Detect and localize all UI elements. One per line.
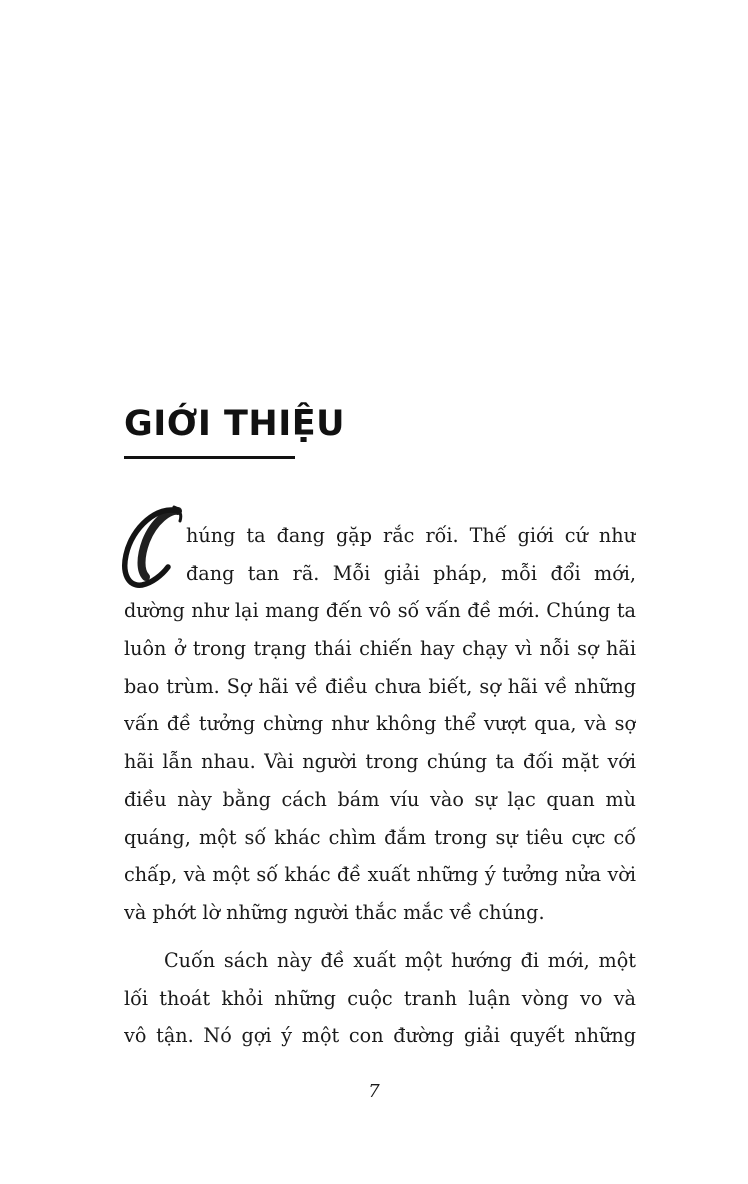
paragraph-line: điều này bằng cách bám víu vào sự lạc quan mù <box>124 787 636 811</box>
paragraph-line: luôn ở trong trạng thái chiến hay chạy vì nỗi sợ hãi <box>124 637 636 661</box>
paragraph-line: dường như lại mang đến vô số vấn đề mới. Chúng ta <box>124 599 636 623</box>
paragraph-line: đang tan rã. Mỗi giải pháp, mỗi đổi mới, <box>186 561 636 585</box>
paragraph-line: và phớt lờ những người thắc mắc về chúng. <box>124 900 545 924</box>
paragraph-line: bao trùm. Sợ hãi về điều chưa biết, sợ hãi về những <box>124 674 636 698</box>
title-underline <box>124 456 295 459</box>
paragraph-line: vô tận. Nó gợi ý một con đường giải quyết những <box>124 1024 636 1048</box>
paragraph-line: chấp, và một số khác đề xuất những ý tưởng nửa vời <box>124 863 636 887</box>
paragraph-line: Cuốn sách này đề xuất một hướng đi mới, một <box>164 949 636 972</box>
paragraph-line: quáng, một số khác chìm đắm trong sự tiêu cực cố <box>124 825 636 849</box>
paragraph-line: lối thoát khỏi những cuộc tranh luận vòng vo và <box>124 986 636 1010</box>
chapter-title: GIỚI THIỆU <box>124 404 346 444</box>
paragraph-1 <box>124 517 636 932</box>
paragraph-line: hãi lẫn nhau. Vài người trong chúng ta đối mặt với <box>124 750 636 774</box>
paragraph-2 <box>124 942 636 1055</box>
paragraph-line: vấn đề tưởng chừng như không thể vượt qua, và sợ <box>124 712 636 736</box>
page-number: 7 <box>368 1081 380 1102</box>
paragraph-line: húng ta đang gặp rắc rối. Thế giới cứ như <box>186 524 636 547</box>
